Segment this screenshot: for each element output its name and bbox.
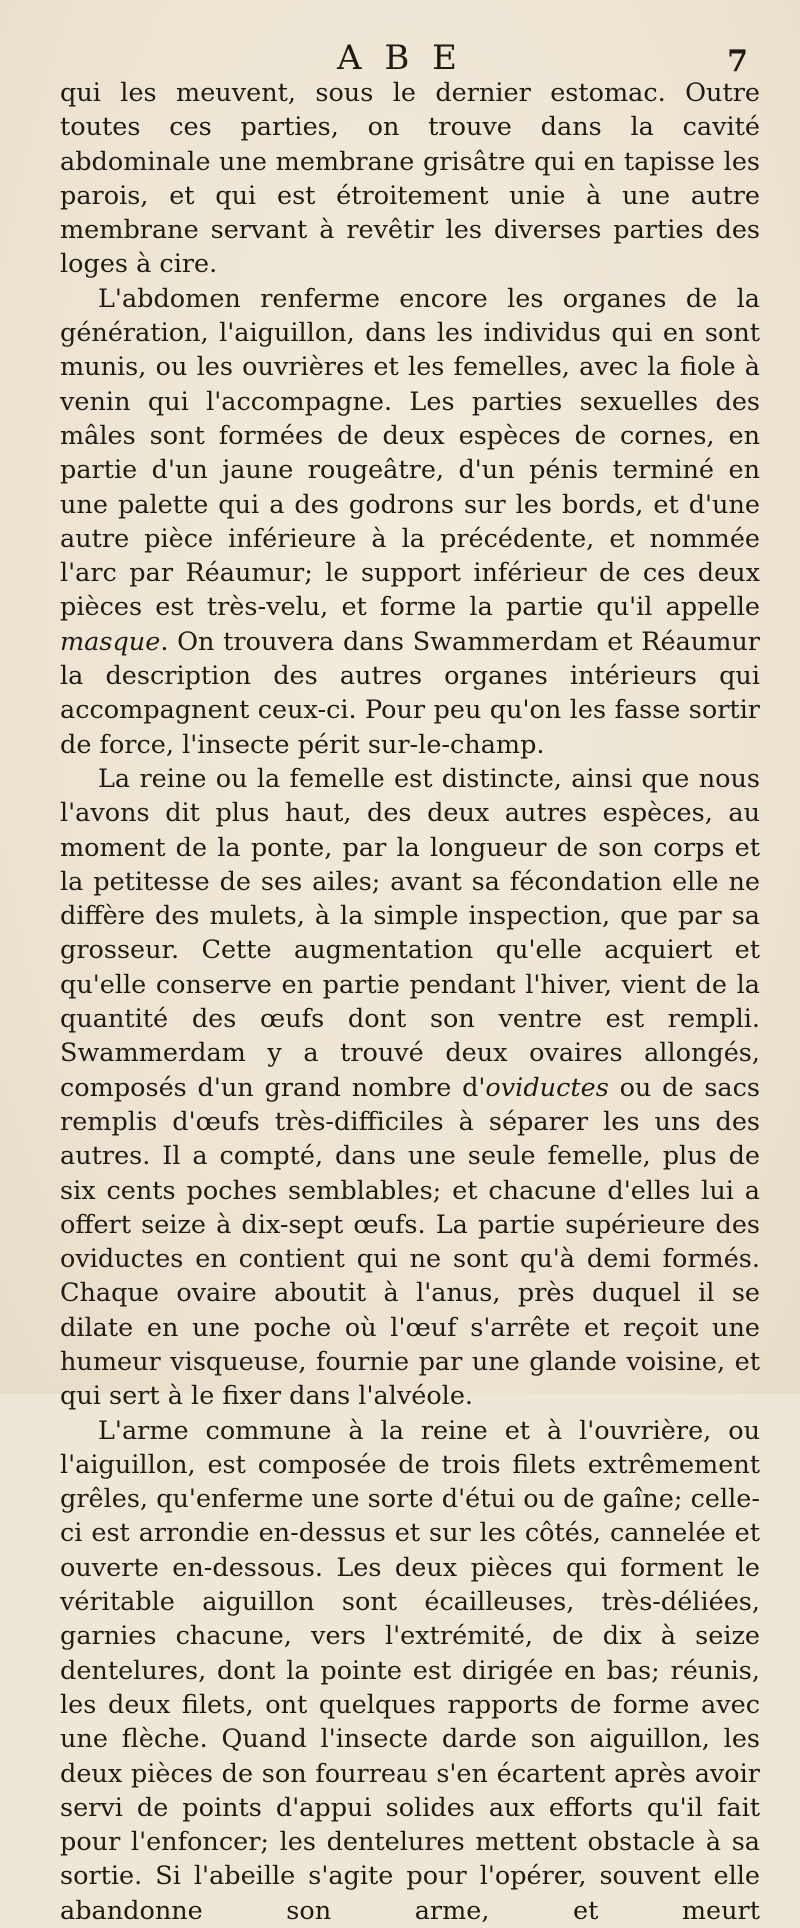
paragraph-text: L'arme commune à la reine et à l'ouvrière, ou l'aiguillon, est composée de trois filets extrêmement grêles, qu'enferme une sorte d'étui ou de gaîne; celle-ci est arrondie en-dessus et sur les côtés, cannelée et ouverte en-dessous. Les deux pièces qui forment le véritable aiguillon sont écailleuses, très-déliées, garnies chacune, vers l'extrémité, de dix à seize dentelures, dont la pointe est dirigée en bas; réunis, les deux filets, ont quelques rapports de forme avec une flèche. Quand l'insecte darde son aiguillon, les deux pièces de son fourreau s'en écartent après avoir servi de points d'appui solides aux efforts qu'il fait pour l'enfoncer; les dentelures mettent obstacle à sa sortie. Si l'abeille s'agite pour l'opérer, souvent elle abandonne son arme, et meurt xyxy=(60,1415,760,1926)
paragraph-text: . On trouvera dans Swammerdam et Réaumur la description des autres organes intérieurs qui accompagnent ceux-ci. Pour peu qu'on les fasse sortir de force, l'insecte périt sur-le-champ. xyxy=(60,626,760,760)
paragraph-2 xyxy=(60,282,760,762)
italic-term: masque xyxy=(60,626,161,657)
italic-term: oviductes xyxy=(485,1072,609,1103)
paragraph-1 xyxy=(60,76,760,282)
paragraph-text: La reine ou la femelle est distincte, ainsi que nous l'avons dit plus haut, des deux autres espèces, au moment de la ponte, par la longueur de son corps et la petitesse de ses ailes; avant sa fécondation elle ne diffère des mulets, à la simple inspection, que par sa grosseur. Cette augmentation qu'elle acquiert et qu'elle conserve en partie pendant l'hiver, vient de la quantité des œufs dont son ventre est rempli. Swammerdam y a trouvé deux ovaires allongés, composés d'un grand nombre d' xyxy=(60,763,760,1103)
body-text xyxy=(60,76,760,1928)
paragraph-text: ou de sacs remplis d'œufs très-difficiles à séparer les uns des autres. Il a compté, dans une seule femelle, plus de six cents poches semblables; et chacune d'elles lui a offert seize à dix-sept œufs. La partie supérieure des oviductes en contient qui ne sont qu'à demi formés. Chaque ovaire aboutit à l'anus, près duquel il se dilate en une poche où l'œuf s'arrête et reçoit une humeur visqueuse, fournie par une glande voisine, et qui sert à le fixer dans l'alvéole. xyxy=(60,1072,760,1412)
running-head: A B E xyxy=(337,38,463,78)
page-number: 7 xyxy=(727,44,748,79)
paragraph-text: qui les meuvent, sous le dernier estomac. Outre toutes ces parties, on trouve dans la cavité abdominale une membrane grisâtre qui en tapisse les parois, et qui est étroitement unie à une autre membrane servant à revêtir les diverses parties des loges à cire. xyxy=(60,78,760,280)
paragraph-text: L'abdomen renferme encore les organes de la génération, l'aiguillon, dans les individus qui en sont munis, ou les ouvrières et les femelles, avec la fiole à venin qui l'accompagne. Les parties sexuelles des mâles sont formées de deux espèces de cornes, en partie d'un jaune rougeâtre, d'un pénis terminé en une palette qui a des godrons sur les bords, et d'une autre pièce inférieure à la précédente, et nommée l'arc par Réaumur; le support inférieur de ces deux pièces est très-velu, et forme la partie qu'il appelle xyxy=(60,283,760,623)
page-header xyxy=(0,38,800,78)
paragraph-4 xyxy=(60,1414,760,1928)
paragraph-3 xyxy=(60,762,760,1414)
